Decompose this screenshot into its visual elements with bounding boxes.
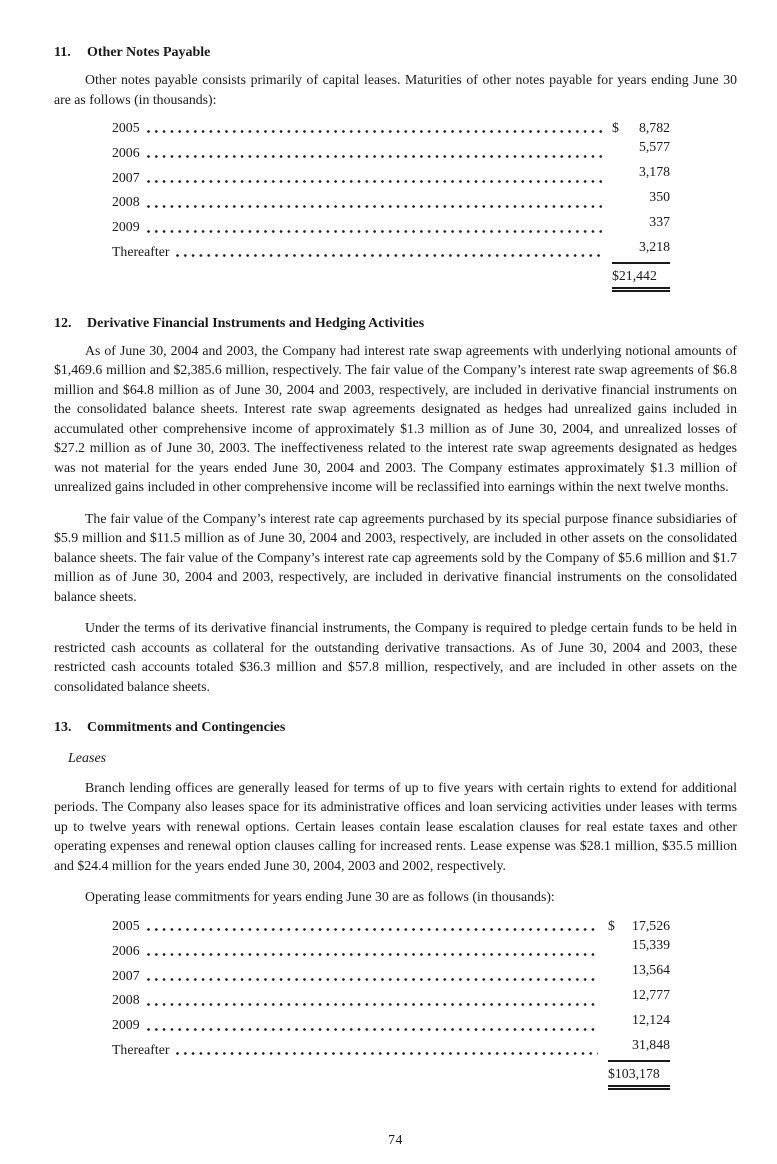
row-value-cell [612,162,670,181]
table-total-value: $103,178 [608,1060,670,1090]
currency-symbol: $ [608,917,615,933]
table-row-2008 [112,985,670,1010]
row-year-label: 2005 [112,917,140,933]
row-value-cell [612,212,670,231]
dot-leader [147,130,602,133]
row-value: 15,339 [632,937,670,953]
row-value: 337 [649,213,670,229]
dot-leader [176,254,602,257]
row-value-cell [608,1035,670,1054]
table-row-2008 [112,187,670,212]
section-12-paragraph-1: As of June 30, 2004 and 2003, the Company had interest rate swap agreements with underlying notional amounts of $1,469.6 million and $2,385.6 million, respectively. The fair value of the Company’s interest rate swap agreements of $6.8 million and $64.8 million as of June 30, 2004 and 2003, respectively, are included in derivative financial instruments on the consolidated balance sheets. Interest rate swap agreements designated as hedges had unrealized gains included in accumulated other comprehensive income of approximately $1.3 million as of June 30, 2004, and unrealized losses of $27.2 million as of June 30, 2003. The ineffectiveness related to the interest rate swap agreements designated as hedges was not material for the years ended June 30, 2004 and 2003. The Company estimates approximately $1.3 million of unrealized gains included in other comprehensive income will be reclassified into earnings within the next twelve months. [54,342,737,495]
row-value: 17,526 [632,917,670,933]
row-value-cell [608,985,670,1004]
row-year-label: 2007 [112,169,140,185]
row-value: 3,178 [638,164,670,180]
currency-symbol: $ [612,120,619,135]
section-12-heading [54,315,737,332]
dot-leader [147,1003,598,1006]
section-13-title: Commitments and Contingencies [87,720,286,736]
table-total-row [112,262,670,292]
row-year-label: Thereafter [112,1042,170,1058]
table-row-2006 [112,137,670,162]
row-value: 12,777 [632,987,670,1002]
table-row-2005 [112,118,670,137]
leases-subheading: Leases [68,751,107,767]
section-12-title: Derivative Financial Instruments and Hedging Activities [87,315,425,331]
row-value: 31,848 [632,1036,670,1052]
table-row-2009 [112,1010,670,1035]
row-value-cell [612,137,670,156]
row-value: 3,218 [638,238,670,254]
dot-leader [147,978,598,981]
table-total-value: $21,442 [612,262,670,292]
row-value-cell [612,118,670,137]
table-row-2007 [112,162,670,187]
page-number: 74 [388,1131,403,1147]
row-value-cell [612,187,670,206]
section-12 [54,315,737,697]
dot-leader [147,928,598,931]
dot-leader [147,953,598,956]
section-13 [54,719,737,1089]
section-13-heading [54,719,737,736]
section-11-intro: Other notes payable consists primarily of capital leases. Maturities of other notes payable for years ending June 30 are as follows (in thousands): [54,72,737,107]
table-row-2009 [112,212,670,237]
dot-leader [147,205,602,208]
section-12-paragraph-3: Under the terms of its derivative financial instruments, the Company is required to pledge certain funds to be held in restricted cash accounts as collateral for the outstanding derivative transactions. As of June 30, 2004 and 2003, these restricted cash accounts totaled $36.3 million and $57.8 million, respectively, and are included in other assets on the consolidated balance sheets. [54,620,737,694]
row-value-cell [612,237,670,256]
row-year-label: 2009 [112,219,140,235]
section-13-paragraph-2: Operating lease commitments for years ending June 30 are as follows (in thousands): [85,889,555,905]
row-year-label: 2009 [112,1017,140,1033]
section-11-title: Other Notes Payable [87,45,211,60]
row-year-label: 2005 [112,120,140,135]
row-value-cell [608,960,670,979]
section-12-paragraph-2: The fair value of the Company’s interest rate cap agreements purchased by its special purpose finance subsidiaries of $5.9 million and $11.5 million as of June 30, 2004 and 2003, respectively, are included in other assets on the consolidated balance sheets. The fair value of the Company’s interest rate cap agreements sold by the Company of $5.6 million and $1.7 million as of June 30, 2004 and 2003, respectively, are included in derivative financial instruments on the consolidated balance sheets. [54,510,737,604]
other-notes-maturities-table [112,118,670,292]
row-year-label: 2007 [112,967,140,983]
row-value: 12,124 [632,1011,670,1027]
table-row-thereafter [112,237,670,262]
dot-leader [176,1052,598,1055]
row-value-cell [608,1010,670,1029]
row-year-label: 2008 [112,992,140,1008]
row-year-label: 2006 [112,144,140,160]
row-value: 8,782 [638,120,670,135]
section-11-heading [54,44,737,61]
document-page [54,44,737,1149]
dot-leader [147,155,602,158]
table-row-2006 [112,935,670,960]
row-value: 13,564 [632,962,670,978]
section-13-number: 13. [54,720,72,736]
section-12-number: 12. [54,315,72,331]
table-total-row [112,1060,670,1090]
table-row-thereafter [112,1035,670,1060]
section-11 [54,44,737,292]
table-row-2005 [112,916,670,935]
row-year-label: 2006 [112,942,140,958]
row-value-cell [608,935,670,954]
section-13-paragraph-1: Branch lending offices are generally leased for terms of up to five years with certain rights to extend for additional periods. The Company also leases space for its administrative offices and loan servicing activities under leases with terms up to twelve years with renewal options. Certain leases contain lease escalation clauses for real estate taxes and other operating expenses and renewal option clauses calling for increased rents. Lease expense was $28.1 million, $35.5 million and $24.4 million for the years ended June 30, 2004, 2003 and 2002, respectively. [54,779,737,873]
dot-leader [147,180,602,183]
table-row-2007 [112,960,670,985]
dot-leader [147,1028,598,1031]
row-value: 5,577 [638,139,670,155]
dot-leader [147,230,602,233]
row-value: 350 [649,189,670,205]
row-year-label: Thereafter [112,244,170,260]
operating-lease-commitments-table [112,916,670,1090]
row-value-cell [608,916,670,935]
row-year-label: 2008 [112,194,140,210]
section-11-number: 11. [54,45,71,60]
